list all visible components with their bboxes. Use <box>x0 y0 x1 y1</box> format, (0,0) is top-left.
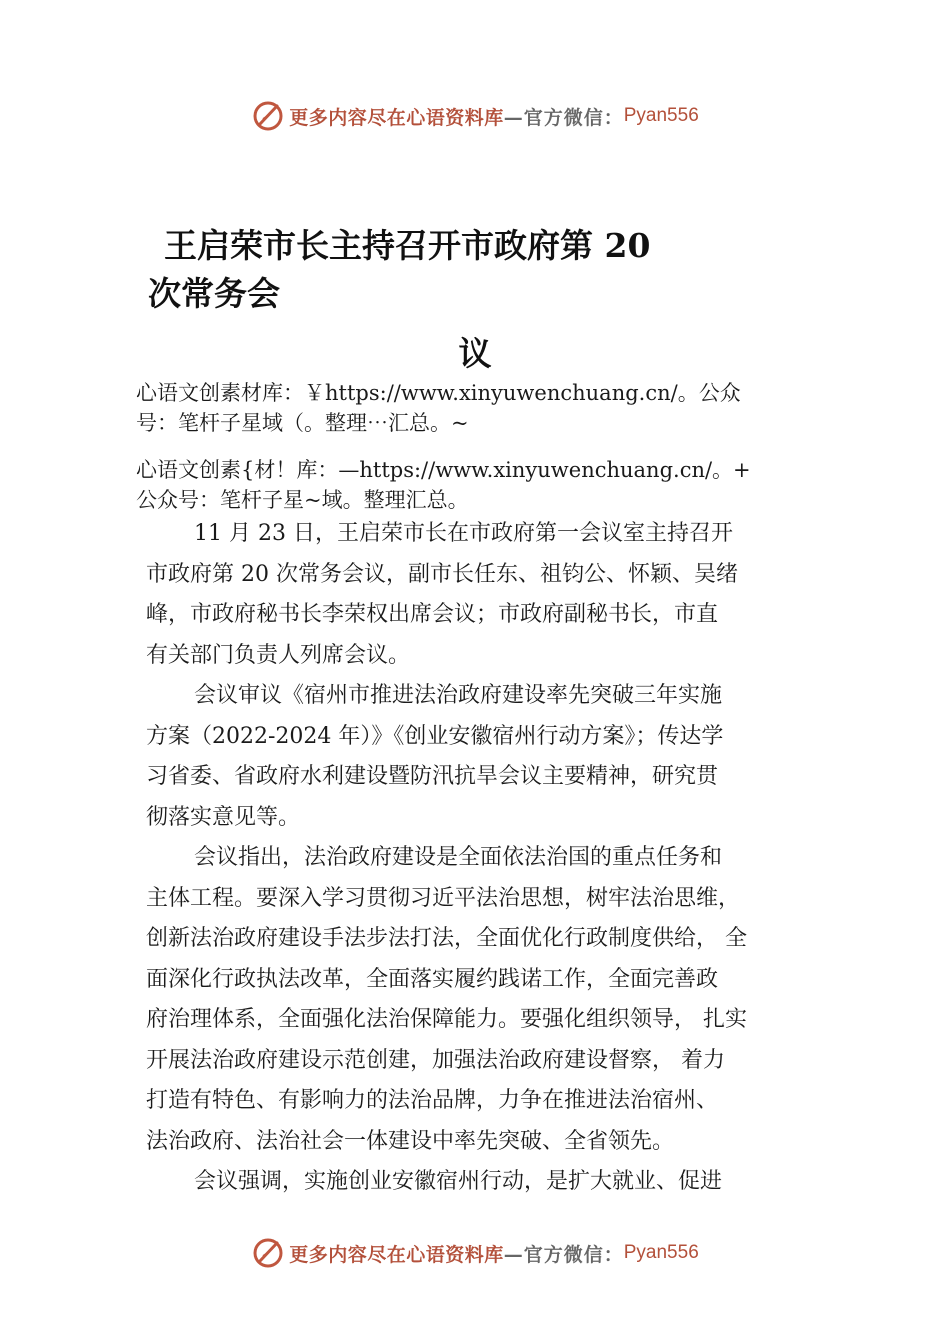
banner-gray-text: —官方微信： <box>503 106 624 129</box>
paragraph-4 <box>146 1162 826 1203</box>
paragraph-line: 市政府第 20 次常务会议，副市长任东、祖钧公、怀颖、吴绪 <box>146 561 738 587</box>
paragraph-line: 打造有特色、有影响力的法治品牌，力争在推进法治宿州、 <box>146 1088 719 1113</box>
source-note-2-line-2: 公众号：笔杆子星~域。整理汇总。 <box>136 488 469 512</box>
banner-wechat-id: Pyan556 <box>623 105 699 126</box>
paragraph-line: 会议指出，法治政府建设是全面依法治国的重点任务和 <box>194 845 723 870</box>
source-note-2 <box>136 455 836 515</box>
source-note-2-line-1: 心语文创素{材！库：—https://www.xinyuwenchuang.cn/。+ <box>136 458 751 482</box>
banner-gray-text: —官方微信： <box>503 1243 624 1266</box>
paragraph-1 <box>146 514 826 676</box>
paragraph-2 <box>146 676 826 838</box>
paragraph-line: 彻落实意见等。 <box>146 804 301 830</box>
paragraph-line: 府治理体系，全面强化法治保障能力。要强化组织领导， 扎实 <box>146 1007 747 1032</box>
banner-wechat-id: Pyan556 <box>623 1242 699 1263</box>
paragraph-line: 会议审议《宿州市推进法治政府建设率先突破三年实施 <box>194 683 723 708</box>
source-note-1-line-1: 心语文创素材库：￥https://www.xinyuwenchuang.cn/。公众 <box>136 381 741 405</box>
paragraph-line: 有关部门负责人列席会议。 <box>146 642 411 668</box>
paragraph-line: 开展法治政府建设示范创建，加强法治政府建设督察， 着力 <box>146 1047 725 1073</box>
paragraph-3 <box>146 838 826 1162</box>
title-line-1: 王启荣市长主持召开市政府第 20 <box>164 226 651 265</box>
paragraph-line: 习省委、省政府水利建设暨防汛抗旱会议主要精神，研究贯 <box>146 764 719 789</box>
brush-logo-icon <box>251 1236 285 1270</box>
paragraph-line: 峰，市政府秘书长李荣权出席会议；市政府副秘书长，市直 <box>146 602 719 627</box>
title-line-3: 议 <box>458 334 492 373</box>
paragraph-line: 法治政府、法治社会一体建设中率先突破、全省领先。 <box>146 1128 675 1154</box>
banner-red-text: 更多内容尽在心语资料库 <box>289 106 504 129</box>
paragraph-line: 创新法治政府建设手法步法打法，全面优化行政制度供给， 全 <box>146 926 747 951</box>
paragraph-line: 面深化行政执法改革，全面落实履约践诺工作，全面完善政 <box>146 966 719 992</box>
paragraph-line: 11 月 23 日，王启荣市长在市政府第一会议室主持召开 <box>194 521 733 546</box>
title-line-2: 次常务会 <box>148 274 280 313</box>
paragraph-line: 主体工程。要深入学习贯彻习近平法治思想，树牢法治思维， <box>146 885 741 911</box>
footer-banner <box>0 1231 950 1275</box>
brush-logo-icon <box>251 99 285 133</box>
article-body <box>146 514 826 1203</box>
page-title <box>148 222 708 318</box>
header-banner <box>0 94 950 138</box>
paragraph-line: 方案（2022-2024 年）》《创业安徽宿州行动方案》；传达学 <box>146 723 724 749</box>
source-note-1 <box>136 378 836 438</box>
source-note-1-line-2: 号：笔杆子星域（。整理⋯汇总。~ <box>136 411 469 435</box>
banner-red-text: 更多内容尽在心语资料库 <box>289 1243 504 1266</box>
paragraph-line: 会议强调，实施创业安徽宿州行动，是扩大就业、促进 <box>194 1169 723 1194</box>
